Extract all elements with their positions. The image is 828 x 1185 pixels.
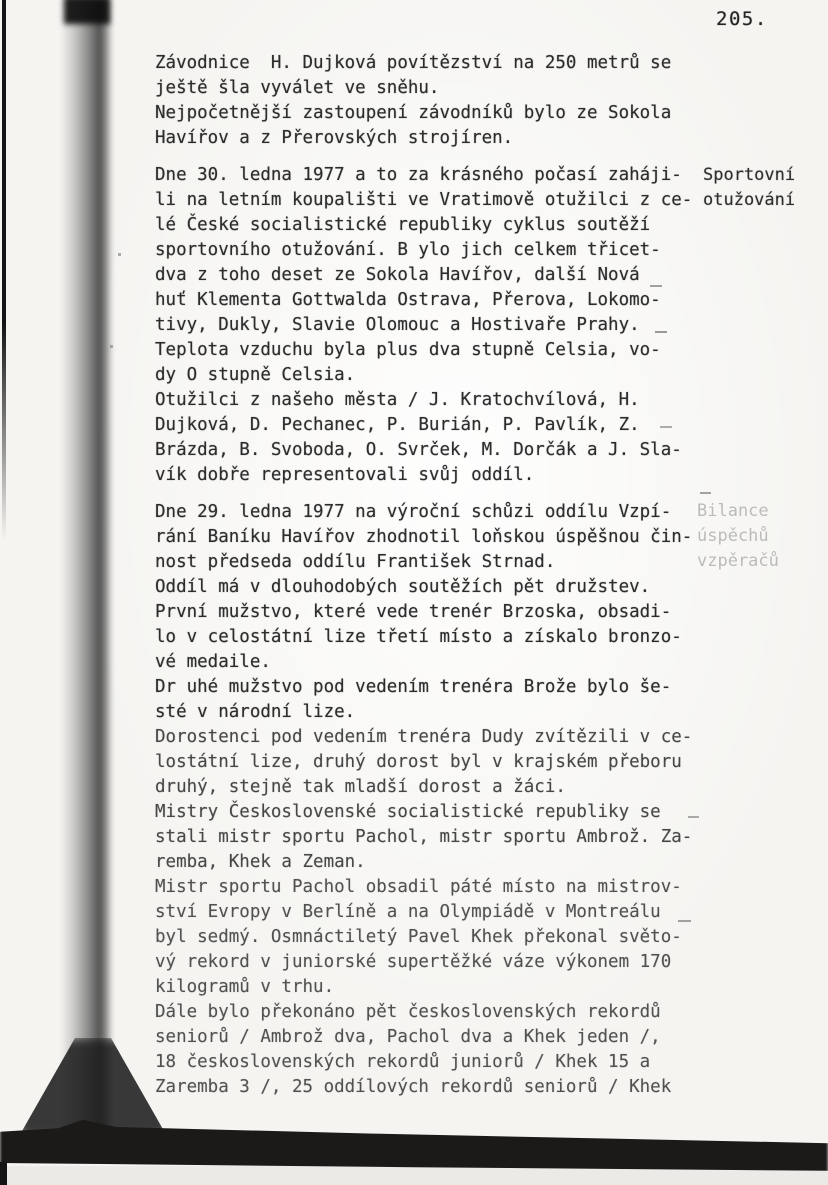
- text-line: Dne 30. ledna 1977 a to za krásného počasí zaháji-: [155, 165, 682, 185]
- margin-note-bilance-vzperacu: [697, 499, 779, 574]
- margin-note-line: Sportovní: [703, 165, 796, 185]
- text-line: huť Klementa Gottwalda Ostrava, Přerova, Lokomo-: [155, 290, 661, 310]
- text-line: Havířov a z Přerovských strojíren.: [155, 128, 514, 148]
- text-line: Nejpočetnější zastoupení závodníků bylo ze Sokola: [155, 103, 672, 123]
- text-line: lé České socialistické republiky cyklus soutěží: [155, 215, 651, 235]
- scan-artifact-mark: [650, 285, 662, 287]
- text-line: Brázda, B. Svoboda, O. Svrček, M. Dorčák a J. Sla-: [155, 440, 682, 460]
- text-line: nost předseda oddílu František Strnad.: [155, 552, 556, 572]
- text-line: Mistry Československé socialistické republiky se: [155, 802, 661, 822]
- margin-note-line: otužování: [703, 190, 796, 210]
- text-line: 18 československých rekordů juniorů / Khek 15 a: [155, 1052, 651, 1072]
- text-line: Mistr sportu Pachol obsadil páté místo na mistrov-: [155, 877, 682, 897]
- margin-note-line: vzpěračů: [697, 551, 779, 571]
- text-line: byl sedmý. Osmnáctiletý Pavel Khek překonal světo-: [155, 927, 682, 947]
- text-line: ství Evropy v Berlíně a na Olympiádě v Montreálu: [155, 902, 661, 922]
- text-line: Dr uhé mužstvo pod vedením trenéra Brože bylo še-: [155, 677, 672, 697]
- body-text-column: [155, 51, 715, 1112]
- page-number: 205.: [716, 8, 768, 30]
- scan-artifact-mark: [678, 920, 691, 922]
- book-gutter-top-shadow: [64, 0, 110, 24]
- text-line: remba, Khek a Zeman.: [155, 852, 366, 872]
- text-line: ještě šla vyválet ve sněhu.: [155, 78, 440, 98]
- book-gutter-shadow: [60, 0, 114, 1135]
- text-line: vé medaile.: [155, 652, 271, 672]
- text-line: Dne 29. ledna 1977 na výroční schůzi oddílu Vzpí-: [155, 502, 672, 522]
- text-line: Oddíl má v dlouhodobých soutěžích pět družstev.: [155, 577, 651, 597]
- text-line: sté v národní lize.: [155, 702, 356, 722]
- scan-bottom-left-corner-mark: [0, 1162, 7, 1185]
- text-line: První mužstvo, které vede trenér Brzoska, obsadi-: [155, 602, 672, 622]
- scan-artifact-mark: [700, 492, 711, 494]
- scan-artifact-mark: [688, 816, 699, 818]
- scan-left-edge-line: [2, 0, 6, 540]
- text-line: dva z toho deset ze Sokola Havířov, další Nová: [155, 265, 640, 285]
- text-line: Dorostenci pod vedením trenéra Dudy zvítězili v ce-: [155, 727, 693, 747]
- text-line: kilogramů v trhu.: [155, 977, 335, 997]
- paragraph-weightlifting-club-annual-meeting: [155, 500, 715, 1100]
- text-line: sportovního otužování. B ylo jich celkem třicet-: [155, 240, 661, 260]
- text-line: druhý, stejně tak mladší dorost a žáci.: [155, 777, 566, 797]
- text-line: rání Baníku Havířov zhodnotil loňskou úspěšnou čin-: [155, 527, 693, 547]
- scan-artifact-mark: [110, 345, 113, 348]
- text-line: Dujková, D. Pechanec, P. Burián, P. Pavlík, Z.: [155, 415, 640, 435]
- margin-note-line: úspěchů: [697, 526, 769, 546]
- text-line: Otužilci z našeho města / J. Kratochvílová, H.: [155, 390, 640, 410]
- scan-artifact-mark: [660, 426, 672, 428]
- text-line: lo v celostátní lize třetí místo a získalo bronzo-: [155, 627, 682, 647]
- scan-artifact-mark: [655, 331, 667, 333]
- text-line: seniorů / Ambrož dva, Pachol dva a Khek jeden /,: [155, 1027, 661, 1047]
- text-line: vík dobře representovali svůj oddíl.: [155, 465, 535, 485]
- text-line: vý rekord v juniorské supertěžké váze výkonem 170: [155, 952, 672, 972]
- text-line: li na letním koupališti ve Vratimově otužilci z ce-: [155, 190, 693, 210]
- text-line: Závodnice H. Dujková povítězství na 250 metrů se: [155, 53, 672, 73]
- text-line: Teplota vzduchu byla plus dva stupně Celsia, vo-: [155, 340, 661, 360]
- text-line: stali mistr sportu Pachol, mistr sportu Ambrož. Za-: [155, 827, 693, 847]
- text-line: dy O stupně Celsia.: [155, 365, 356, 385]
- paragraph-winter-hardening-event: [155, 163, 715, 488]
- scan-artifact-mark: [118, 253, 121, 256]
- text-line: Dále bylo překonáno pět československých rekordů: [155, 1002, 661, 1022]
- text-line: Zaremba 3 /, 25 oddílových rekordů seniorů / Khek: [155, 1077, 672, 1097]
- paragraph-ice-swimmers-race: [155, 51, 715, 151]
- margin-note-sportovni-otuzovani: [703, 163, 795, 213]
- text-line: tivy, Dukly, Slavie Olomouc a Hostivaře Prahy.: [155, 315, 640, 335]
- margin-note-line: Bilance: [697, 501, 769, 521]
- text-line: lostátní lize, druhý dorost byl v krajském přeboru: [155, 752, 682, 772]
